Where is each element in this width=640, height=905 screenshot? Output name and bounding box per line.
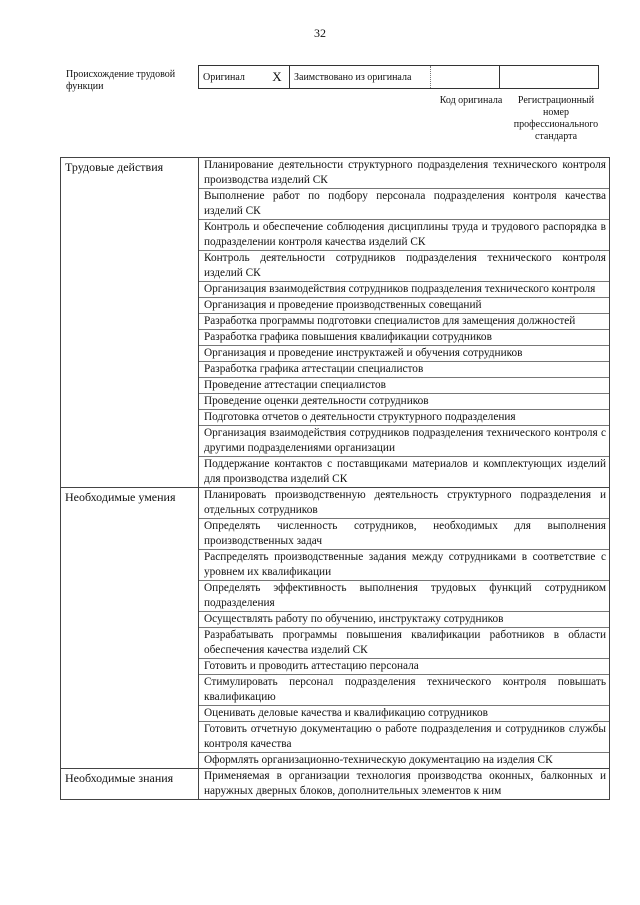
list-item: Разрабатывать программы повышения квалификации работников в области обеспечения качества изделий СК: [199, 628, 609, 659]
list-item: Стимулировать персонал подразделения технического контроля повышать квалификацию: [199, 675, 609, 706]
list-item: Организация и проведение инструктажей и обучения сотрудников: [199, 346, 609, 362]
section-title: Необходимые умения: [61, 488, 199, 769]
list-item: Разработка графика повышения квалификации сотрудников: [199, 330, 609, 346]
section-row-labor-actions: [61, 158, 610, 488]
function-table: [60, 157, 610, 800]
list-item: Подготовка отчетов о деятельности структурного подразделения: [199, 410, 609, 426]
list-item: Организация взаимодействия сотрудников подразделения технического контроля: [199, 282, 609, 298]
section-items: [199, 488, 610, 769]
reg-number-caption: Регистрационный номер профессионального стандарта: [513, 95, 599, 142]
page-number: 32: [314, 26, 326, 40]
list-item: Проведение аттестации специалистов: [199, 378, 609, 394]
list-item: Проведение оценки деятельности сотрудников: [199, 394, 609, 410]
list-item: Оценивать деловые качества и квалификацию сотрудников: [199, 706, 609, 722]
list-item: Определять численность сотрудников, необходимых для выполнения производственных задач: [199, 519, 609, 550]
list-item: Выполнение работ по подбору персонала подразделения контроля качества изделий СК: [199, 189, 609, 220]
list-item: Оформлять организационно-техническую документацию на изделия СК: [204, 754, 553, 766]
list-item: Разработка программы подготовки специалистов для замещения должностей: [199, 314, 609, 330]
section-title: Необходимые знания: [61, 769, 199, 800]
list-item: Готовить и проводить аттестацию персонала: [199, 659, 609, 675]
section-items: [199, 158, 610, 488]
section-title: Трудовые действия: [61, 158, 199, 488]
list-item: Контроль и обеспечение соблюдения дисциплины труда и трудового распорядка в подразделении контроля качества изделий СК: [199, 220, 609, 251]
origin-mark: X: [265, 66, 290, 89]
origin-code-cell: [431, 66, 500, 89]
origin-table: [198, 65, 599, 89]
list-item: Разработка графика аттестации специалистов: [199, 362, 609, 378]
list-item: Распределять производственные задания между сотрудниками в соответствие с уровнем их квалификации: [199, 550, 609, 581]
list-item: Поддержание контактов с поставщиками материалов и комплектующих изделий для производства изделий СК: [204, 458, 606, 485]
origin-reg-cell: [500, 66, 599, 89]
origin-original-cell: Оригинал: [199, 66, 266, 89]
list-item: Планирование деятельности структурного подразделения технического контроля производства изделий СК: [199, 158, 609, 189]
list-item: Планировать производственную деятельность структурного подразделения и отдельных сотрудников: [199, 488, 609, 519]
list-item: Осуществлять работу по обучению, инструктажу сотрудников: [199, 612, 609, 628]
list-item: Организация взаимодействия сотрудников подразделения технического контроля с другими подразделениями организации: [199, 426, 609, 457]
list-item: Организация и проведение производственных совещаний: [199, 298, 609, 314]
section-row-required-skills: [61, 488, 610, 769]
list-item: Определять эффективность выполнения трудовых функций сотрудником подразделения: [199, 581, 609, 612]
list-item: Применяемая в организации технология производства оконных, балконных и наружных дверных блоков, дополнительных элементов к ним: [204, 770, 606, 797]
list-item: Готовить отчетную документацию о работе подразделения и сотрудников службы контроля качества: [199, 722, 609, 753]
origin-label: Происхождение трудовой функции: [66, 69, 176, 92]
code-caption: Код оригинала: [439, 95, 503, 106]
origin-borrowed-cell: Заимствовано из оригинала: [290, 66, 431, 89]
list-item: Контроль деятельности сотрудников подразделения технического контроля изделий СК: [199, 251, 609, 282]
section-items: [199, 769, 610, 800]
section-row-required-knowledge: [61, 769, 610, 800]
